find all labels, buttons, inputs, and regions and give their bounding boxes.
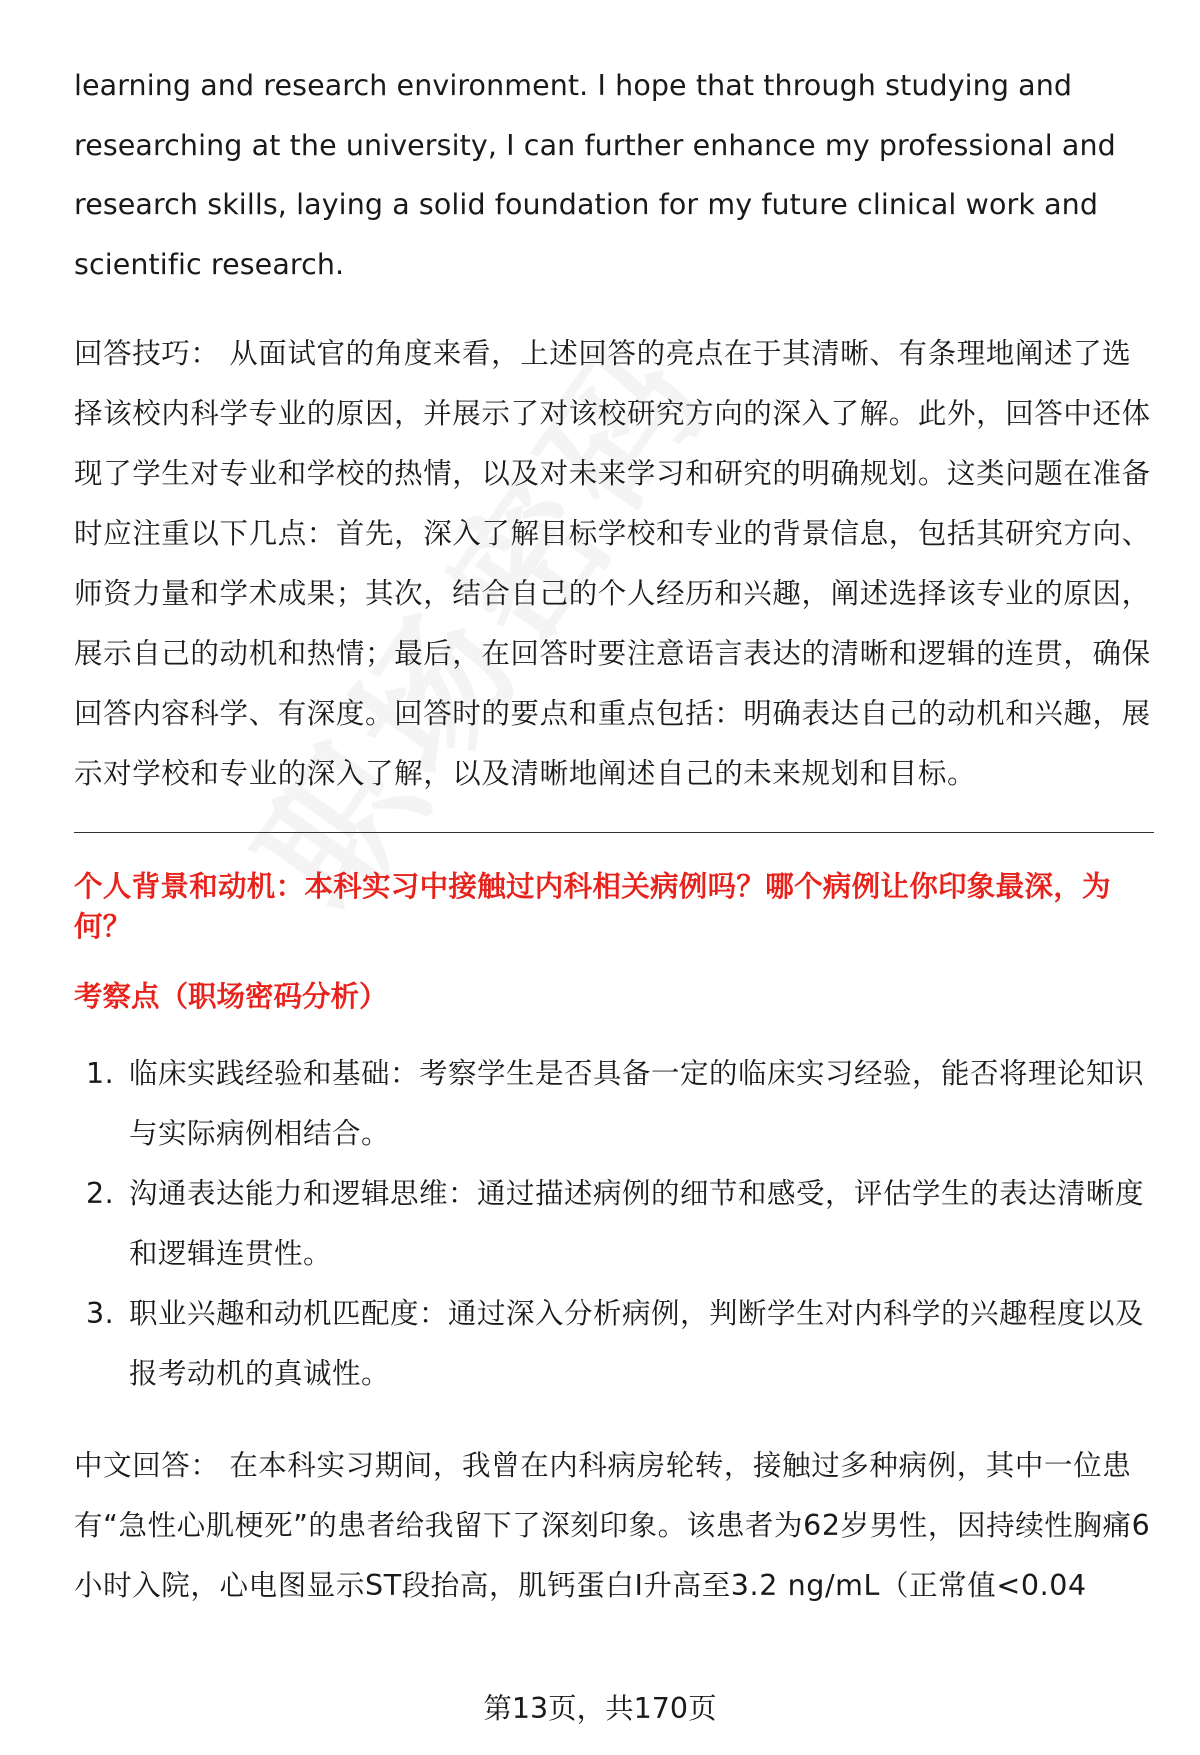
list-item <box>74 1284 1154 1404</box>
list-item-text: 临床实践经验和基础：考察学生是否具备一定的临床实习经验，能否将理论知识与实际病例相结合。 <box>129 1057 1145 1150</box>
list-item-text: 沟通表达能力和逻辑思维：通过描述病例的细节和感受，评估学生的表达清晰度和逻辑连贯性。 <box>129 1177 1145 1270</box>
answer-tip-label: 回答技巧： <box>74 337 220 370</box>
chinese-answer-paragraph <box>74 1436 1154 1616</box>
list-item-number: 3. <box>86 1297 115 1330</box>
question-heading: 个人背景和动机：本科实习中接触过内科相关病例吗？哪个病例让你印象最深，为何？ <box>74 870 1111 943</box>
list-item-number: 1. <box>86 1057 115 1090</box>
section-divider <box>74 832 1154 833</box>
list-item-text: 职业兴趣和动机匹配度：通过深入分析病例，判断学生对内科学的兴趣程度以及报考动机的真诚性。 <box>129 1297 1145 1390</box>
analysis-points-list <box>74 1044 1154 1404</box>
answer-tip-text: 从面试官的角度来看，上述回答的亮点在于其清晰、有条理地阐述了选择该校内科学专业的原因，并展示了对该校研究方向的深入了解。此外，回答中还体现了学生对专业和学校的热情，以及对未来学习和研究的明确规划。这类问题在准备时应注重以下几点：首先，深入了解目标学校和专业的背景信息，包括其研究方向、师资力量和学术成果；其次，结合自己的个人经历和兴趣，阐述选择该专业的原因，展示自己的动机和热情；最后，在回答时要注意语言表达的清晰和逻辑的连贯，确保回答内容科学、有深度。回答时的要点和重点包括：明确表达自己的动机和兴趣，展示对学校和专业的深入了解，以及清晰地阐述自己的未来规划和目标。 <box>74 337 1151 790</box>
answer-tip-paragraph <box>74 324 1154 804</box>
chinese-answer-text: 在本科实习期间，我曾在内科病房轮转，接触过多种病例，其中一位患有“急性心肌梗死”的患者给我留下了深刻印象。该患者为62岁男性，因持续性胸痛6小时入院，心电图显示ST段抬高，肌钙蛋白I升高至3.2 ng/mL（正常值<0.04 <box>74 1449 1151 1602</box>
page-number-footer: 第13页，共170页 <box>483 1692 717 1725</box>
list-item <box>74 1164 1154 1284</box>
chinese-answer-label: 中文回答： <box>74 1449 220 1482</box>
intro-paragraph: learning and research environment. I hope that through studying and researching at the university, I can further enhance my professional and research skills, laying a solid foundation for my future clinical work and scientific research. <box>74 69 1116 281</box>
list-item <box>74 1044 1154 1164</box>
analysis-heading: 考察点（职场密码分析） <box>74 980 388 1013</box>
page-content <box>74 56 1154 1616</box>
list-item-number: 2. <box>86 1177 115 1210</box>
